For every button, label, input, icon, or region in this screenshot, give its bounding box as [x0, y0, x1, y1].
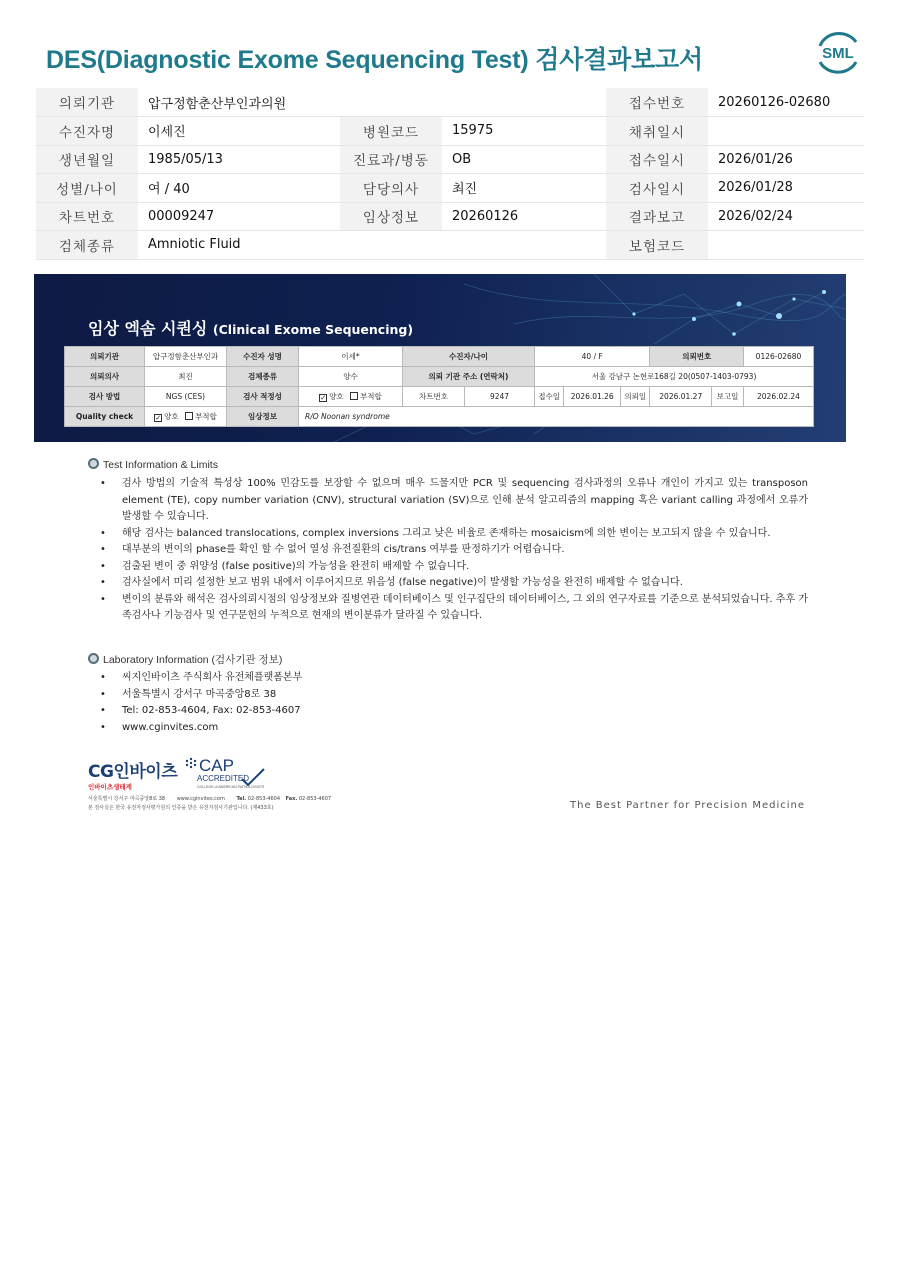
mini-label: 차트번호	[403, 387, 465, 407]
clinical-info-value: R/O Noonan syndrome	[299, 407, 814, 427]
checked-box-icon: ✓	[320, 394, 327, 402]
sml-logo	[812, 28, 864, 76]
value-receipt-number: 20260126-02680	[708, 88, 864, 117]
table-row	[36, 202, 864, 231]
mini-label: Quality check	[65, 407, 145, 427]
mini-value: 이세*	[299, 347, 403, 367]
list-item: • 검사 방법의 기술적 특성상 100% 민감도를 보장할 수 없으며 매우 드물지만 PCR 및 sequencing 검사과정의 오류나 개인이 가지고 있는 transposon element (TE), copy number variation (CNV), structural variation (SV)으로 인해 분석 알고리즘의 mapping 혹은 variant calling 과정에서 오류가 발생할 수 있습니다.	[92, 476, 808, 526]
banner-title-en: (Clinical Exome Sequencing)	[212, 322, 414, 337]
footer-tel-label: Tel.	[236, 796, 247, 802]
cap-main: CAP	[199, 756, 234, 775]
mini-label: 의뢰의사	[65, 367, 145, 387]
value-specimen-type: Amniotic Fluid	[138, 231, 606, 260]
value-test-date: 2026/01/28	[708, 174, 864, 203]
mini-value: 서울 강남구 논현로168길 20(0507-1403-0793)	[535, 367, 814, 387]
value-collection-date	[708, 117, 864, 146]
cg-sub: 인바이츠생태계	[88, 783, 132, 791]
cg-name: CG인바이츠	[88, 762, 178, 782]
checked-box-icon: ✓	[155, 414, 162, 422]
mini-label: 접수일	[535, 387, 564, 407]
section-bullet-icon	[88, 653, 99, 664]
table-row	[65, 367, 814, 387]
label-receipt-number: 접수번호	[606, 88, 708, 117]
label-hospital-code: 병원코드	[340, 117, 442, 146]
value-physician: 최진	[442, 174, 606, 203]
label-requesting-institution: 의뢰기관	[36, 88, 138, 117]
quality-checkboxes	[145, 407, 227, 427]
label-insurance-code: 보험코드	[606, 231, 708, 260]
mini-value: 2026.01.26	[564, 387, 621, 407]
label-patient-name: 수진자명	[36, 117, 138, 146]
footer-web: www.cginvites.com	[176, 796, 225, 802]
label-birth-date: 생년월일	[36, 145, 138, 174]
list-item: • 검출된 변이 중 위양성 (false positive)의 가능성을 완전히 배제할 수 없습니다.	[92, 559, 808, 576]
cap-accredited-logo	[182, 755, 272, 791]
cginvites-logo	[88, 757, 177, 791]
patient-info-table	[36, 88, 864, 260]
value-sex-age: 여 / 40	[138, 174, 340, 203]
empty-box-icon	[185, 412, 193, 420]
lab-info-list	[92, 670, 592, 736]
clinical-exome-banner	[34, 274, 846, 442]
mini-label: 임상정보	[227, 407, 299, 427]
mini-label: 수진자/나이	[403, 347, 535, 367]
mini-value: 2026.01.27	[650, 387, 712, 407]
quality-bad: 부적합	[195, 412, 217, 421]
tagline: The Best Partner for Precision Medicine	[570, 800, 806, 811]
value-patient-name: 이세진	[138, 117, 340, 146]
cap-accredited: ACCREDITED	[197, 774, 250, 783]
footer-fax: 02-853-4607	[298, 796, 332, 802]
banner-title-ko: 임상 엑솜 시퀀싱	[88, 319, 208, 338]
list-item: • 씨지인바이츠 주식회사 유전체플랫폼본부	[92, 670, 592, 687]
list-item: • Tel: 02-853-4604, Fax: 02-853-4607	[92, 703, 592, 720]
adequacy-good: 양호	[329, 392, 344, 401]
label-chart-number: 차트번호	[36, 202, 138, 231]
value-requesting-institution: 압구정함춘산부인과의원	[138, 88, 606, 117]
footer-tel: 02-853-4604	[247, 796, 281, 802]
report-title: DES(Diagnostic Exome Sequencing Test) 검사결과보고서	[46, 46, 703, 74]
label-sex-age: 성별/나이	[36, 174, 138, 203]
table-row	[65, 407, 814, 427]
table-row	[36, 145, 864, 174]
table-row	[36, 88, 864, 117]
footer-fax-label: Fax.	[285, 796, 298, 802]
label-clinical-info: 임상정보	[340, 202, 442, 231]
list-item: • 검사실에서 미리 설정한 보고 범위 내에서 이루어지므로 위음성 (false negative)이 발생할 가능성을 완전히 배제할 수 없습니다.	[92, 575, 808, 592]
quality-good: 양호	[164, 412, 179, 421]
table-row	[36, 174, 864, 203]
table-row	[36, 231, 864, 260]
test-info-title: Test Information & Limits	[103, 459, 218, 471]
value-department: OB	[442, 145, 606, 174]
mini-label: 수진자 성명	[227, 347, 299, 367]
value-chart-number: 00009247	[138, 202, 340, 231]
list-item: • www.cginvites.com	[92, 720, 592, 737]
label-department: 진료과/병동	[340, 145, 442, 174]
mini-label: 검사 적정성	[227, 387, 299, 407]
table-row	[36, 117, 864, 146]
mini-label: 의뢰일	[621, 387, 650, 407]
footer-notice: 본 검사실은 한국 유전자검사평가원의 인증을 받은 유전자검사기관입니다. (제433호)	[88, 805, 274, 811]
banner-title	[88, 316, 413, 339]
adequacy-checkboxes	[299, 387, 403, 407]
value-insurance-code	[708, 231, 864, 260]
mini-value: 2026.02.24	[744, 387, 814, 407]
table-row	[65, 347, 814, 367]
list-item: • 변이의 분류와 해석은 검사의뢰시점의 임상정보와 질병연관 데이터베이스 및 인구집단의 데이터베이스, 그 외의 연구자료를 기준으로 분석되었습니다. 추후 가족검사나 기능검사 및 연구문헌의 누적으로 현재의 변이분류가 달라질 수 있습니다.	[92, 592, 808, 625]
mini-value: 9247	[465, 387, 535, 407]
value-birth-date: 1985/05/13	[138, 145, 340, 174]
label-receipt-date: 접수일시	[606, 145, 708, 174]
mini-value: 양수	[299, 367, 403, 387]
label-test-date: 검사일시	[606, 174, 708, 203]
value-hospital-code: 15975	[442, 117, 606, 146]
label-physician: 담당의사	[340, 174, 442, 203]
value-clinical-info: 20260126	[442, 202, 606, 231]
table-row	[65, 387, 814, 407]
lab-info-title: Laboratory Information (검사기관 정보)	[103, 654, 283, 666]
test-info-heading	[88, 458, 218, 471]
list-item: • 해당 검사는 balanced translocations, complex inversions 그리고 낮은 비율로 존재하는 mosaicism에 의한 변이는 보고되지 않을 수 있습니다.	[92, 526, 808, 543]
mini-label: 검사 방법	[65, 387, 145, 407]
test-info-list	[92, 476, 808, 625]
mini-label: 의뢰기관	[65, 347, 145, 367]
footer-address: 서울특별시 강서구 마곡중앙8로 38	[88, 796, 166, 802]
mini-label: 보고일	[712, 387, 744, 407]
mini-value: 40 / F	[535, 347, 650, 367]
footer-contact-line	[88, 795, 331, 802]
mini-label: 검체종류	[227, 367, 299, 387]
mini-value: 압구정함춘산부인과	[145, 347, 227, 367]
cap-college: COLLEGE of AMERICAN PATHOLOGISTS	[197, 785, 265, 789]
section-bullet-icon	[88, 458, 99, 469]
list-item: • 서울특별시 강서구 마곡중앙8로 38	[92, 687, 592, 704]
label-report-date: 결과보고	[606, 202, 708, 231]
adequacy-bad: 부적합	[360, 392, 382, 401]
mini-label: 의뢰 기관 주소 (연락처)	[403, 367, 535, 387]
label-specimen-type: 검체종류	[36, 231, 138, 260]
empty-box-icon	[350, 392, 358, 400]
mini-label: 의뢰번호	[650, 347, 744, 367]
summary-table	[64, 346, 814, 427]
mini-value: NGS (CES)	[145, 387, 227, 407]
value-receipt-date: 2026/01/26	[708, 145, 864, 174]
list-item: • 대부분의 변이의 phase를 확인 할 수 없어 열성 유전질환의 cis/trans 여부를 판정하기가 어렵습니다.	[92, 542, 808, 559]
value-report-date: 2026/02/24	[708, 202, 864, 231]
label-collection-date: 채취일시	[606, 117, 708, 146]
mini-value: 0126-02680	[744, 347, 814, 367]
lab-info-heading	[88, 652, 282, 667]
sml-logo-text: SML	[822, 45, 854, 62]
mini-value: 최진	[145, 367, 227, 387]
